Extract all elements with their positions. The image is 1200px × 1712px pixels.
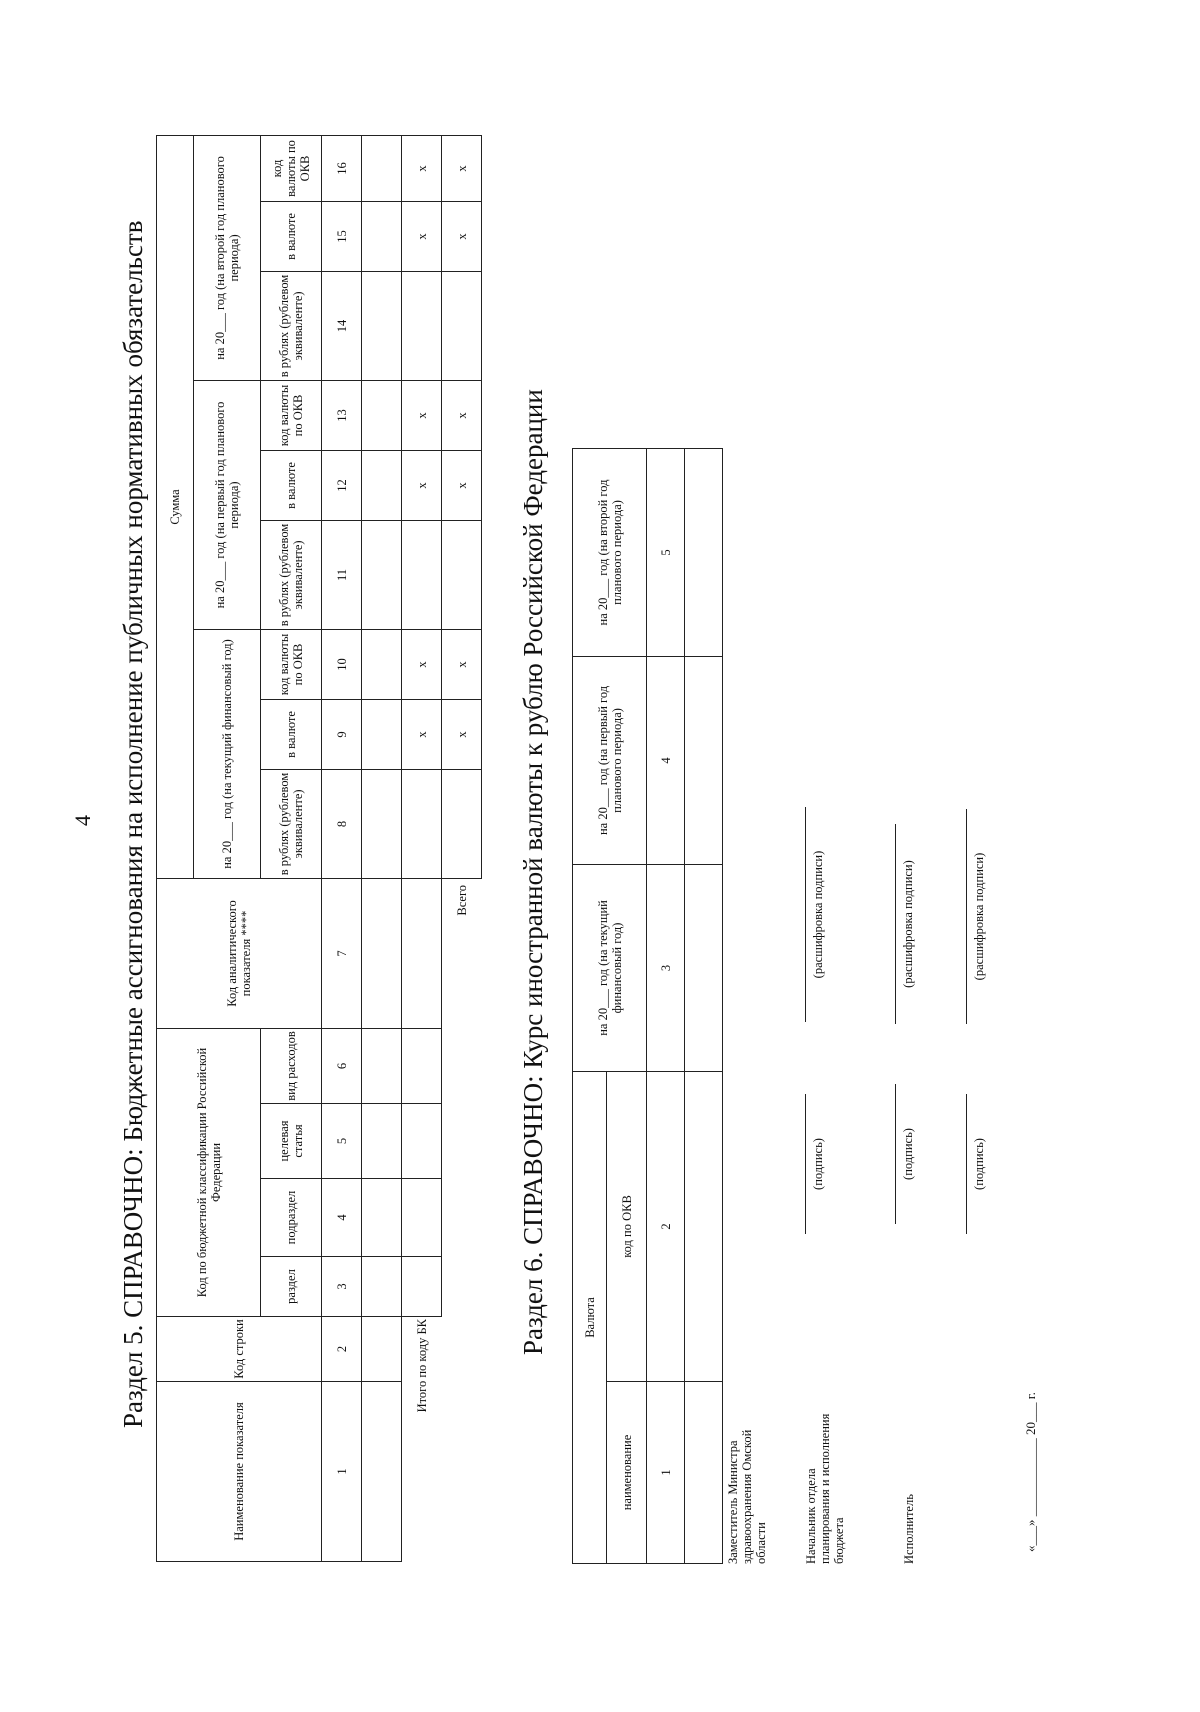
total-all-row: [442, 135, 482, 1561]
colnum-cell: 16: [322, 135, 362, 201]
col-sum-header: Сумма: [157, 135, 194, 878]
currency-okv-header: код по ОКВ: [607, 1071, 647, 1381]
okv-header: код валюты по ОКВ: [261, 380, 322, 450]
cur-header: в валюте: [261, 201, 322, 271]
section5-title: Раздел 5. СПРАВОЧНО: Бюджетные ассигнования на исполнение публичных нормативных обязательств: [118, 220, 148, 1428]
colnum-cell: 1: [647, 1382, 685, 1564]
bk-exp-type-header: вид расходов: [261, 1028, 322, 1103]
signature-decode-caption: (расшифровка подписи): [901, 860, 915, 988]
rub-header: в рублях (рублевом эквиваленте): [261, 769, 322, 878]
signer-role: Исполнитель: [902, 1494, 916, 1564]
cur-header: в валюте: [261, 450, 322, 520]
colnum-cell: 12: [322, 450, 362, 520]
colnum-cell: 5: [647, 448, 685, 656]
x-mark: x: [402, 201, 442, 271]
year1-header: на 20___ год (на текущий финансовый год): [194, 629, 261, 878]
rub-header: в рублях (рублевом эквиваленте): [261, 271, 322, 380]
signature-caption: (подпись): [811, 1138, 825, 1190]
rate-year3-header: на 20___ год (на второй год планового периода): [573, 448, 647, 656]
total-bk-row: [402, 135, 442, 1561]
col-name-header: Наименование показателя: [157, 1382, 322, 1562]
signature-line: [805, 1094, 806, 1234]
x-mark: x: [402, 450, 442, 520]
colnum-cell: 5: [322, 1104, 362, 1179]
signer-role: Заместитель Министра здравоохранения Омской области: [726, 1429, 768, 1564]
x-mark: x: [442, 699, 482, 769]
year2-header: на 20___ год (на первый год планового периода): [194, 380, 261, 629]
rate-year1-header: на 20___ год (на текущий финансовый год): [573, 864, 647, 1071]
okv-header: код валюты по ОКВ: [261, 135, 322, 201]
date-line: «___» ____________ 20___ г.: [1023, 1392, 1038, 1552]
colnum-cell: 15: [322, 201, 362, 271]
signer-role: Начальник отдела планирования и исполнения бюджета: [804, 1413, 846, 1564]
section5-table: [156, 135, 482, 1562]
signature-caption: (подпись): [901, 1128, 915, 1180]
section6-table: [572, 448, 723, 1564]
colnum-cell: 4: [647, 656, 685, 864]
colnum-row: [647, 448, 685, 1563]
x-mark: x: [442, 380, 482, 450]
signature-decode-line: [966, 809, 967, 1024]
signature-line: [895, 1084, 896, 1224]
currency-header: Валюта: [573, 1071, 607, 1563]
total-all-label: Всего: [454, 884, 469, 916]
x-mark: x: [402, 380, 442, 450]
colnum-cell: 6: [322, 1028, 362, 1103]
x-mark: x: [402, 629, 442, 699]
colnum-cell: 3: [647, 864, 685, 1071]
section6-title: Раздел 6. СПРАВОЧНО: Курс иностранной валюты к рублю Российской Федерации: [518, 389, 548, 1355]
x-mark: x: [402, 699, 442, 769]
colnum-cell: 8: [322, 769, 362, 878]
signature-caption: (подпись): [972, 1138, 986, 1190]
colnum-cell: 13: [322, 380, 362, 450]
signature-line: [966, 1094, 967, 1234]
signature-decode-caption: (расшифровка подписи): [972, 852, 986, 981]
x-mark: x: [442, 135, 482, 201]
colnum-cell: 9: [322, 699, 362, 769]
colnum-cell: 14: [322, 271, 362, 380]
okv-header: код валюты по ОКВ: [261, 629, 322, 699]
x-mark: x: [442, 629, 482, 699]
colnum-cell: 2: [322, 1317, 362, 1382]
cur-header: в валюте: [261, 699, 322, 769]
currency-name-header: наименование: [607, 1382, 647, 1564]
total-bk-label: Итого по коду БК: [414, 1319, 429, 1413]
signature-decode-line: [805, 807, 806, 1022]
x-mark: x: [402, 135, 442, 201]
colnum-cell: 4: [322, 1179, 362, 1257]
bk-target-header: целевая статья: [261, 1104, 322, 1179]
colnum-cell: 3: [322, 1257, 362, 1317]
colnum-cell: 2: [647, 1071, 685, 1381]
year3-header: на 20___ год (на второй год планового периода): [194, 135, 261, 380]
colnum-cell: 7: [322, 878, 362, 1028]
col-row-code-header: Код строки: [157, 1317, 322, 1382]
x-mark: x: [442, 201, 482, 271]
x-mark: x: [442, 450, 482, 520]
page-number: 4: [70, 815, 95, 826]
rub-header: в рублях (рублевом эквиваленте): [261, 520, 322, 629]
colnum-cell: 1: [322, 1382, 362, 1562]
colnum-row: [322, 135, 362, 1561]
table-row: [362, 135, 402, 1561]
col-bk-code-header: Код по бюджетной классификации Российской Федерации: [157, 1028, 261, 1316]
bk-subsection-header: подраздел: [261, 1179, 322, 1257]
signature-decode-line: [895, 824, 896, 1024]
bk-section-header: раздел: [261, 1257, 322, 1317]
signature-decode-caption: (расшифровка подписи): [811, 850, 825, 979]
col-analytic-code-header: Код аналитического показателя ****: [157, 878, 322, 1028]
signatures-block: [712, 664, 1012, 1564]
rate-year2-header: на 20___ год (на первый год планового периода): [573, 656, 647, 864]
colnum-cell: 11: [322, 520, 362, 629]
colnum-cell: 10: [322, 629, 362, 699]
